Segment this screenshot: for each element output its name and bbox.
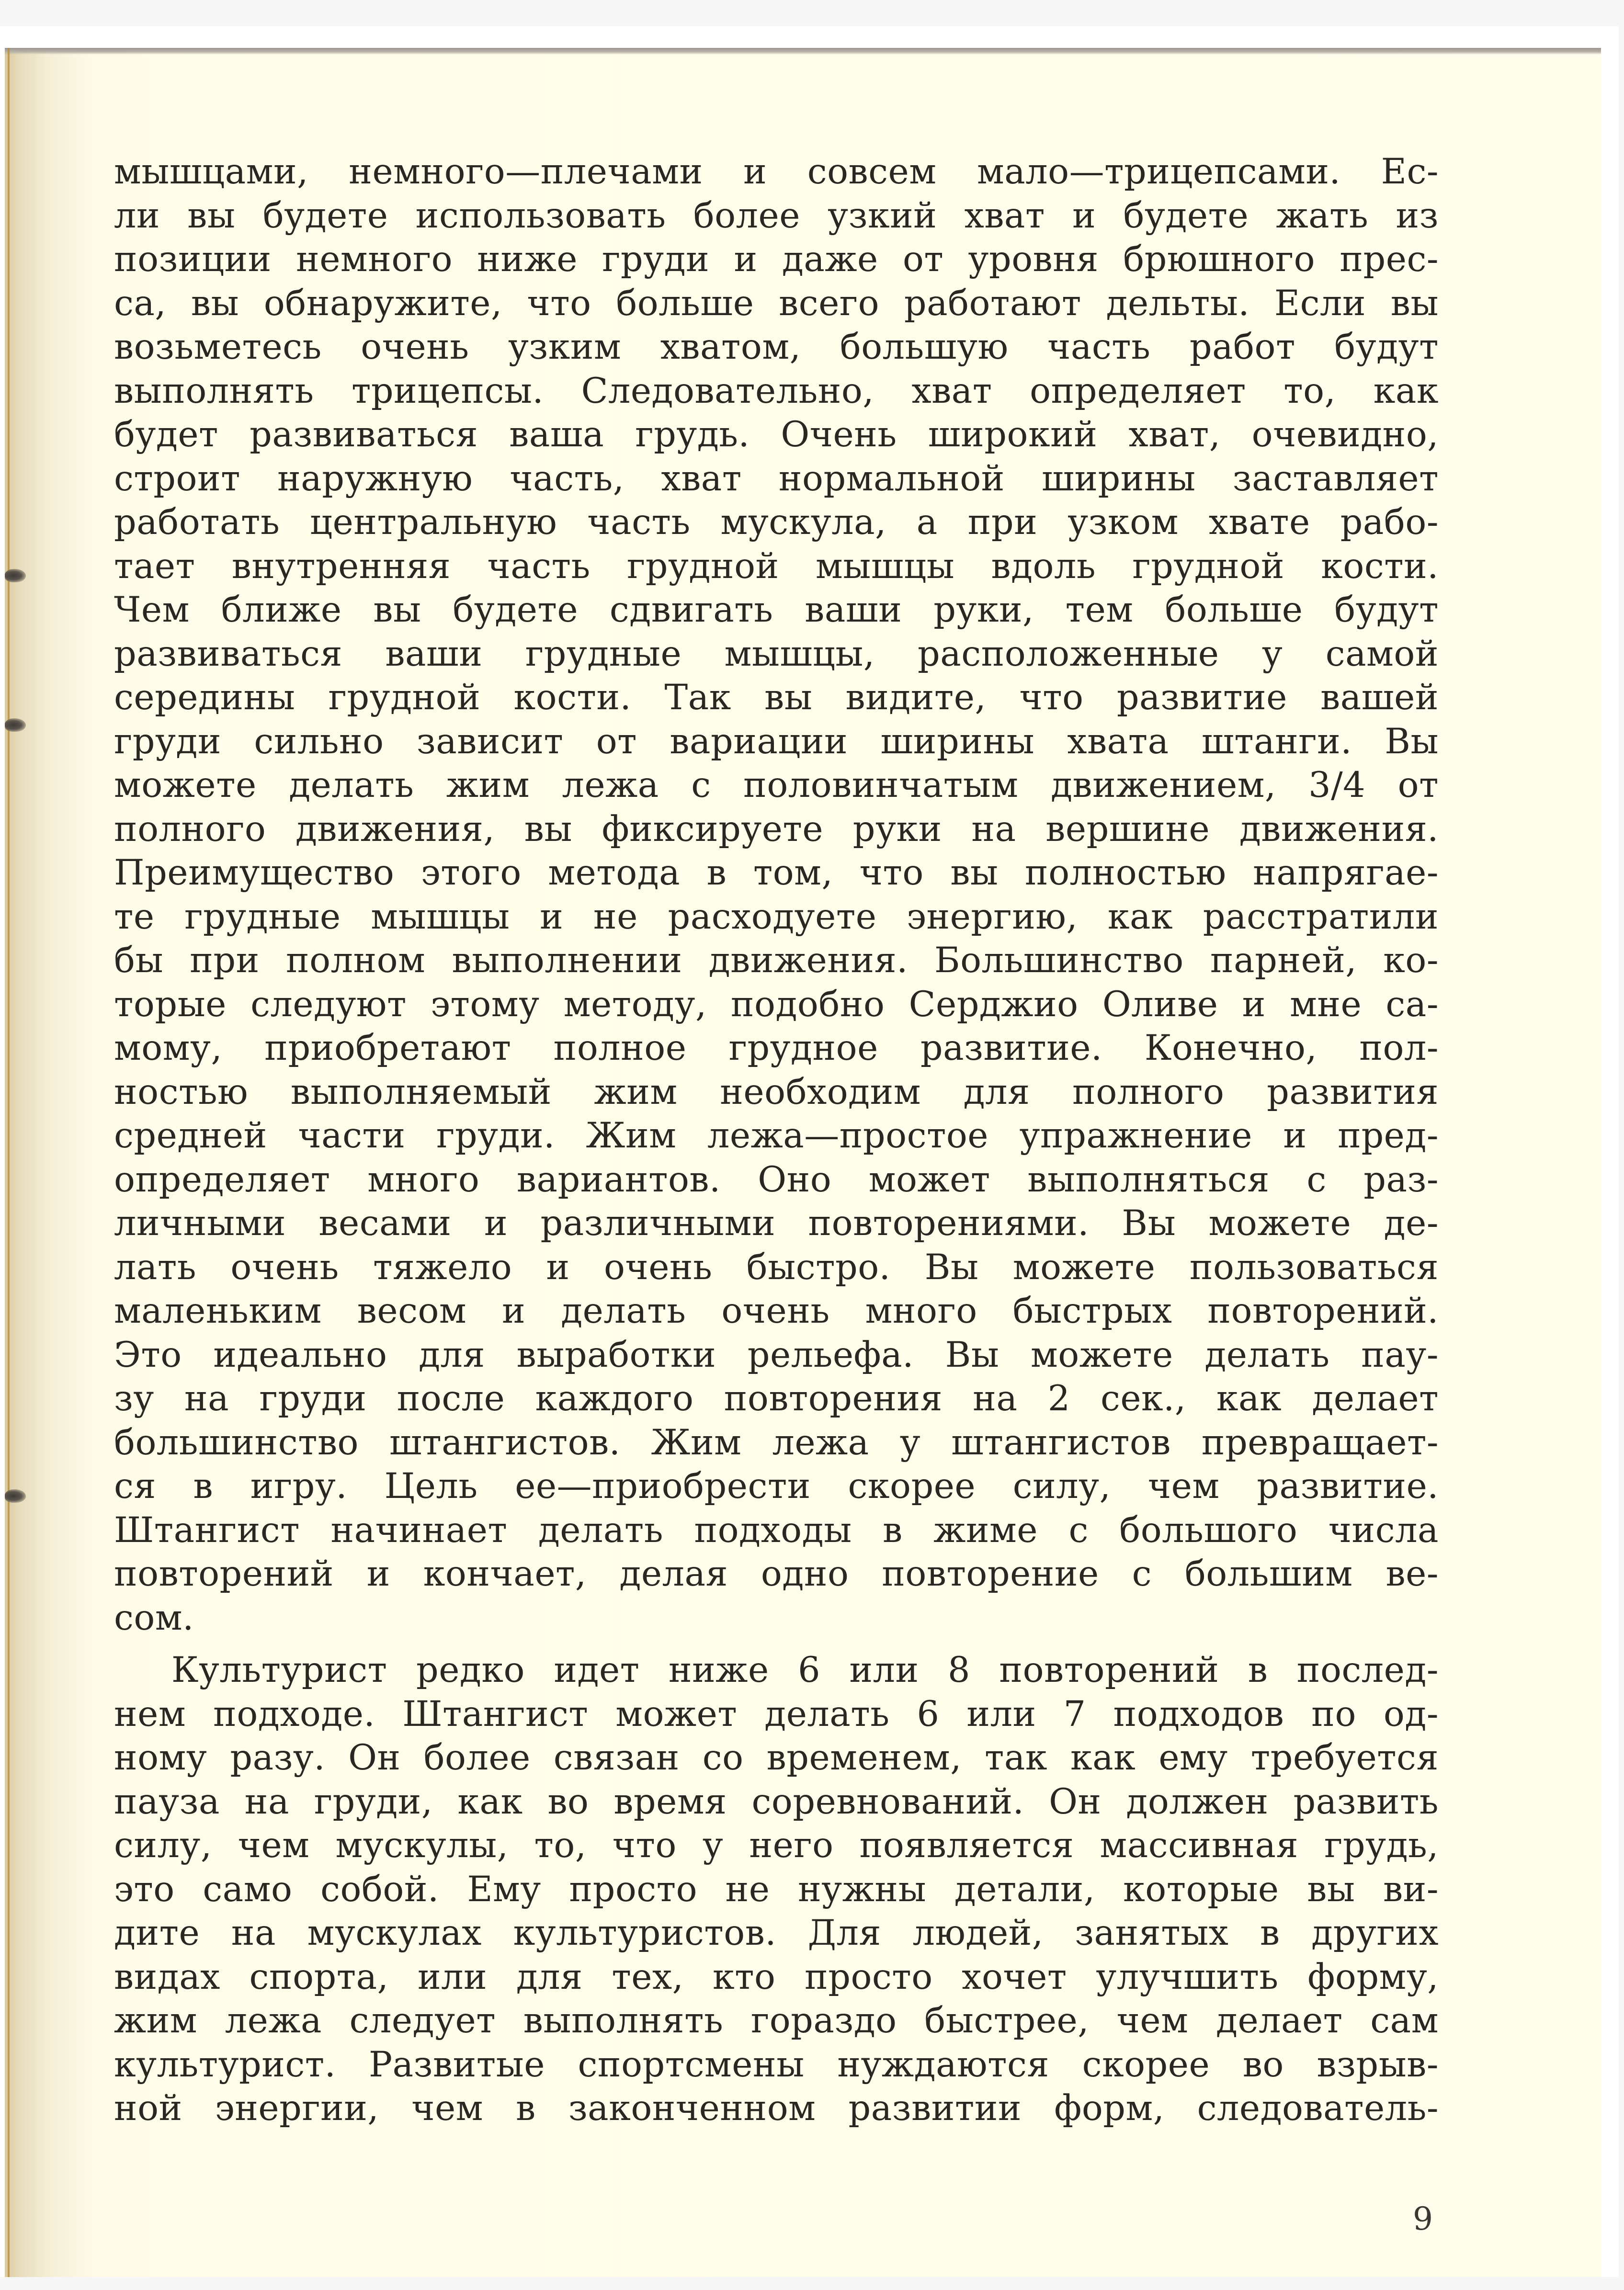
text-line: зу на груди после каждого повторения на 2 сек., как делает: [114, 1378, 1439, 1419]
text-line: ному разу. Он более связан со временем, так как ему требуется: [114, 1737, 1439, 1778]
text-line: бы при полном выполнении движения. Большинство парней, ко-: [114, 940, 1439, 981]
text-line: ностью выполняемый жим необходим для полного развития: [114, 1071, 1439, 1112]
text-line: культурист. Развитые спортсмены нуждаются скорее во взрыв-: [114, 2044, 1439, 2085]
text-line: груди сильно зависит от вариации ширины хвата штанги. Вы: [114, 721, 1439, 762]
text-line: са, вы обнаружите, что больше всего работают дельты. Если вы: [114, 283, 1439, 324]
text-line: повторений и кончает, делая одно повторение с большим ве-: [114, 1553, 1439, 1594]
text-line: ли вы будете использовать более узкий хват и будете жать из: [114, 195, 1439, 236]
text-line: силу, чем мускулы, то, что у него появляется массивная грудь,: [114, 1825, 1439, 1866]
text-line: это само собой. Ему просто не нужны детали, которые вы ви-: [114, 1869, 1439, 1910]
paragraph: [114, 1648, 1439, 2131]
text-line: полного движения, вы фиксируете руки на вершине движения.: [114, 808, 1439, 850]
text-line: тает внутренняя часть грудной мышцы вдоль грудной кости.: [114, 545, 1439, 587]
text-line: позиции немного ниже груди и даже от уровня брюшного прес-: [114, 239, 1439, 280]
text-line: выполнять трицепсы. Следовательно, хват определяет то, как: [114, 370, 1439, 411]
text-line: работать центральную часть мускула, а при узком хвате рабо-: [114, 502, 1439, 543]
text-line: средней части груди. Жим лежа—простое упражнение и пред-: [114, 1115, 1439, 1156]
text-line: торые следуют этому методу, подобно Серджио Оливе и мне са-: [114, 984, 1439, 1025]
text-line: мышцами, немного—плечами и совсем мало—трицепсами. Ес-: [114, 151, 1439, 192]
text-line: будет развиваться ваша грудь. Очень широкий хват, очевидно,: [114, 414, 1439, 455]
text-line: нем подходе. Штангист может делать 6 или 7 подходов по од-: [114, 1693, 1439, 1735]
text-line: маленьким весом и делать очень много быстрых повторений.: [114, 1291, 1439, 1331]
text-line: видах спорта, или для тех, кто просто хочет улучшить форму,: [114, 1956, 1439, 1997]
text-line: развиваться ваши грудные мышцы, расположенные у самой: [114, 633, 1439, 674]
text-line: большинство штангистов. Жим лежа у штангистов превращает-: [114, 1422, 1439, 1463]
paragraph: [114, 150, 1439, 1640]
paragraph-gap: [114, 1640, 1439, 1648]
text-line: середины грудной кости. Так вы видите, что развитие вашей: [114, 677, 1439, 718]
text-line: Культурист редко идет ниже 6 или 8 повторений в послед-: [171, 1650, 1439, 1690]
text-line: Чем ближе вы будете сдвигать ваши руки, тем больше будут: [114, 590, 1439, 630]
page-number: 9: [1413, 2200, 1433, 2237]
text-line: жим лежа следует выполнять гораздо быстрее, чем делает сам: [114, 2000, 1439, 2041]
binding-stitch-icon: [5, 1489, 26, 1503]
text-line: ной энергии, чем в законченном развитии форм, следователь-: [114, 2088, 1439, 2129]
binding-stitch-icon: [5, 569, 26, 582]
text-line: Штангист начинает делать подходы в жиме с большого числа: [114, 1509, 1439, 1551]
text-line: личными весами и различными повторениями. Вы можете де-: [114, 1203, 1439, 1244]
text-line: Преимущество этого метода в том, что вы полностью напрягае-: [114, 852, 1439, 893]
page-top-edge-shadow: [5, 48, 1601, 55]
text-line: Это идеально для выработки рельефа. Вы можете делать пау-: [114, 1334, 1439, 1375]
text-line: мому, приобретают полное грудное развитие. Конечно, пол-: [114, 1028, 1439, 1068]
text-line: возьметесь очень узким хватом, большую часть работ будут: [114, 327, 1439, 367]
binding-edge: [8, 48, 10, 2277]
text-line: сом.: [114, 1597, 194, 1638]
text-line: ся в игру. Цель ее—приобрести скорее силу, чем развитие.: [114, 1466, 1439, 1507]
text-line: пауза на груди, как во время соревнований. Он должен развить: [114, 1781, 1439, 1822]
text-line: можете делать жим лежа с половинчатым движением, 3/4 от: [114, 765, 1439, 805]
text-line: те грудные мышцы и не расходуете энергию, как расстратили: [114, 896, 1439, 937]
book-page: [5, 48, 1601, 2277]
text-line: строит наружную часть, хват нормальной ширины заставляет: [114, 458, 1439, 499]
text-line: дите на мускулах культуристов. Для людей, занятых в других: [114, 1913, 1439, 1953]
text-line: лать очень тяжело и очень быстро. Вы можете пользоваться: [114, 1247, 1439, 1288]
binding-stitch-icon: [5, 718, 26, 732]
text-line: определяет много вариантов. Оно может выполняться с раз-: [114, 1159, 1439, 1200]
body-text: [114, 150, 1439, 2131]
